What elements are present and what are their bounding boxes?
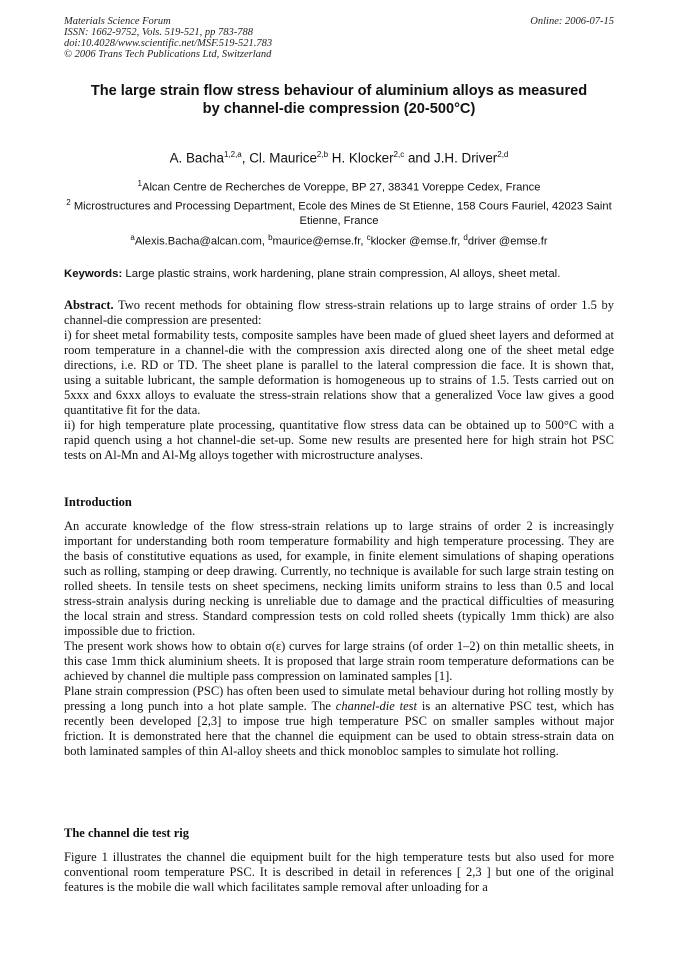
author-affil-sup: 2,b xyxy=(316,150,329,159)
introduction-section xyxy=(64,519,614,759)
email-sup: b xyxy=(268,233,273,242)
author-affil-sup: 1,2,a xyxy=(223,150,242,159)
email-address[interactable]: maurice@emse.fr, xyxy=(272,235,367,248)
title-line-2: by channel-die compression (20-500°C) xyxy=(202,101,476,117)
keywords-text: Large plastic strains, work hardening, plane strain compression, Al alloys, sheet metal. xyxy=(122,268,561,280)
introduction-paragraph-3 xyxy=(64,684,614,759)
email-list xyxy=(40,233,638,248)
author-name: J.H. Driver xyxy=(434,150,498,166)
abstract-text: Two recent methods for obtaining flow stress-strain relations up to large strains of order 1.5 by channel-die compression are presented: xyxy=(64,298,614,327)
author-separator: and xyxy=(404,150,435,166)
abstract-paragraph-2: i) for sheet metal formability tests, composite samples have been made of glued sheet layers and deformed at room temperature in a channel-die with the compression axis directed along one of the sheet metal edge directions, i.e. RD or TD. The sheet plane is parallel to the lateral compression die face. It is shown that, using a suitable lubricant, the sample deformation is homogeneous up to strains of 1.5. Tests carried out on 5xxx and 6xxx alloys to evaluate the stress-strain relations show that a generalized Voce law gives a good quantitative fit for the data. xyxy=(64,328,614,417)
affiliation-text: Microstructures and Processing Department, Ecole des Mines de St Etienne, 158 Cours Fauriel, 42023 Saint Etienne, France xyxy=(70,200,612,227)
channel-die-section xyxy=(64,850,614,895)
issn-line: ISSN: 1662-9752, Vols. 519-521, pp 783-788 xyxy=(64,27,253,38)
affiliation-1 xyxy=(55,177,623,195)
keywords xyxy=(64,268,624,280)
email-sup: a xyxy=(130,233,135,242)
abstract-paragraph-3: ii) for high temperature plate processing, quantitative flow stress data can be obtained up to 500°C with a rapid quench using a hot channel-die set-up. Some new results are presented here for high strain hot PSC tests on Al-Mn and Al-Mg alloys together with microstructure analyses. xyxy=(64,418,614,462)
intro-text: is an alternative PSC test, which has recently been developed [2,3] to impose true high temperature PSC on smaller samples without major friction. It is demonstrated here that the channel die equipment can be used to obtain stress-strain data on both laminated samples of thin Al-alloy sheets and thick monobloc samples to simulate hot rolling. xyxy=(64,699,614,758)
email-address[interactable]: Alexis.Bacha@alcan.com, xyxy=(134,235,269,248)
channel-die-paragraph-1: Figure 1 illustrates the channel die equipment built for the high temperature tests but also used for more conventional room temperature PSC. It is described in detail in references [ 2,3 ] but one of the original features is the mobile die wall which facilitates sample removal after unloading for a xyxy=(64,850,614,894)
title-line-1: The large strain flow stress behaviour of aluminium alloys as measured xyxy=(90,83,588,99)
author-affil-sup: 2,c xyxy=(393,150,405,159)
author-name: H. Klocker xyxy=(331,150,394,166)
introduction-paragraph-2: The present work shows how to obtain σ(ε) curves for large strains (of order 1–2) on thin metallic sheets, in this case 1mm thick aluminium sheets. It is proposed that large strain room temperature deformations can be achieved by channel die multiple pass compression on laminated samples [1]. xyxy=(64,639,614,683)
intro-text: Plane strain compression (PSC) has often been used to simulate metal behaviour during hot rolling mostly by pressing a long punch into a hot plate sample. The xyxy=(64,684,614,713)
keywords-label: Keywords: xyxy=(64,268,123,280)
affiliation-2 xyxy=(55,196,623,228)
abstract-label: Abstract. xyxy=(64,298,114,312)
doi-line[interactable]: doi:10.4028/www.scientific.net/MSF.519-521.783 xyxy=(64,38,273,49)
paper-title xyxy=(50,82,628,118)
author-list xyxy=(40,150,638,165)
author-affil-sup: 2,d xyxy=(497,150,509,159)
email-sup: d xyxy=(463,233,468,242)
author-name: A. Bacha xyxy=(169,150,224,166)
channel-die-heading: The channel die test rig xyxy=(64,826,189,840)
email-sup: c xyxy=(366,233,371,242)
affiliation-text: Alcan Centre de Recherches de Voreppe, BP 27, 38341 Voreppe Cedex, France xyxy=(141,181,541,194)
journal-header xyxy=(64,16,272,60)
author-separator: , xyxy=(241,150,250,166)
affiliation-sup: 1 xyxy=(137,179,142,188)
online-date: Online: 2006-07-15 xyxy=(530,16,614,27)
abstract-paragraph-1 xyxy=(64,298,614,328)
abstract-section xyxy=(64,298,614,463)
journal-name: Materials Science Forum xyxy=(64,16,171,27)
intro-emphasis: channel-die test xyxy=(335,699,418,713)
email-address[interactable]: klocker @emse.fr, xyxy=(370,235,464,248)
introduction-paragraph-1: An accurate knowledge of the flow stress-strain relations up to large strains of order 2 is increasingly important for understanding both room temperature formability and high temperature processing. They are the basis of constitutive equations as used, for example, in finite element simulations of shaping operations such as rolling, stamping or deep drawing. Currently, no technique is available for such large strain testing on rolled sheets. In tensile tests on sheet specimens, necking limits uniform strains to less than 0.5 and local stress-strain analysis during necking is unreliable due to damage and the practical difficulties of measuring the local strain and stress. Standard compression tests on cold rolled sheets (typically 1mm thick) are also impossible due to friction. xyxy=(64,519,614,638)
author-name: Cl. Maurice xyxy=(249,150,317,166)
introduction-heading: Introduction xyxy=(64,495,132,509)
email-address[interactable]: driver @emse.fr xyxy=(467,235,548,248)
copyright-line: © 2006 Trans Tech Publications Ltd, Switzerland xyxy=(64,49,272,60)
affiliation-sup: 2 xyxy=(66,198,71,207)
